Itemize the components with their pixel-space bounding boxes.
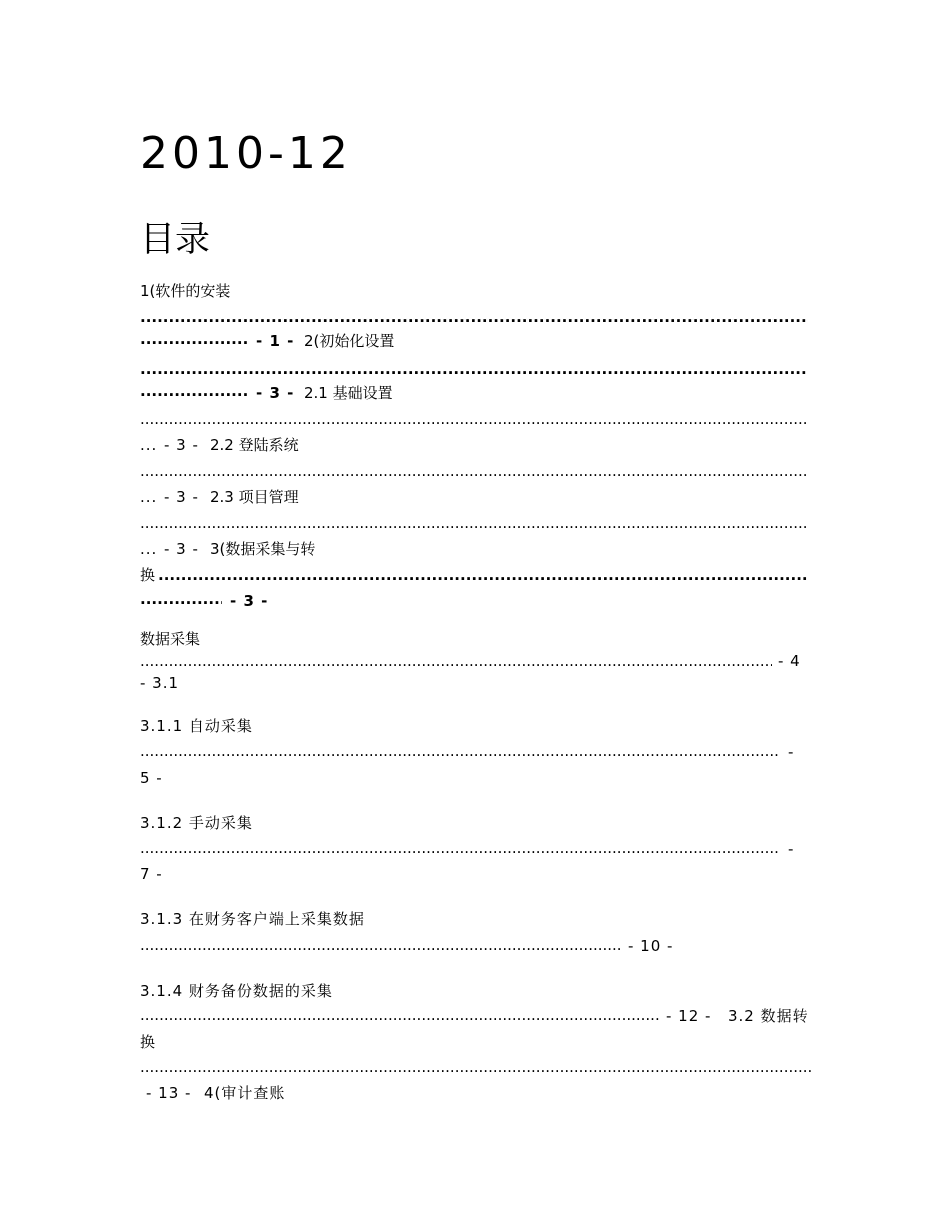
toc-leader-dots: [140, 330, 248, 348]
toc-entry-2-label: 2(初始化设置: [304, 332, 395, 350]
toc-leader-dots: [140, 936, 622, 954]
toc-leader-dots: [140, 1058, 812, 1076]
toc-leader-dots: [140, 462, 808, 480]
toc-entry-3-2-label: 3.2 数据转: [728, 1007, 809, 1025]
toc-leader-dots: [140, 308, 808, 326]
toc-entry-3-1-2-label: 3.1.2 手动采集: [140, 814, 253, 832]
toc-leader-dots: [140, 652, 772, 670]
toc-entry-3-label-cont: 换: [140, 566, 156, 584]
toc-leader-dots: [140, 839, 780, 857]
toc-entry-3-1-3-label: 3.1.3 在财务客户端上采集数据: [140, 910, 365, 928]
toc-entry-2-1-label: 2.1 基础设置: [304, 384, 393, 402]
toc-entry-4-label: 4(审计查账: [204, 1084, 286, 1102]
toc-entry-2-2-page: - 3 -: [164, 488, 199, 506]
toc-entry-1-label: 1(软件的安装: [140, 282, 231, 300]
toc-entry-3-label: 3(数据采集与转: [210, 540, 316, 558]
toc-leader-dots-short: ...: [140, 436, 158, 454]
toc-leader-dots: [140, 382, 248, 400]
toc-entry-3-1-1-page-cont: 5 -: [140, 769, 163, 787]
toc-entry-3-2-label-cont: 换: [140, 1033, 156, 1051]
toc-entry-2-page: - 3 -: [256, 384, 295, 402]
toc-title: 目录: [140, 220, 211, 260]
toc-entry-3-1-2-page: -: [788, 840, 794, 858]
toc-entry-3-1-2-page-cont: 7 -: [140, 865, 163, 883]
toc-leader-dots: [140, 410, 808, 428]
toc-leader-dots: [140, 514, 808, 532]
toc-leader-dots: [140, 742, 780, 760]
toc-entry-3-1-4-page: - 12 -: [666, 1007, 712, 1025]
toc-entry-2-1-page: - 3 -: [164, 436, 199, 454]
toc-entry-3-1-3-page: - 10 -: [628, 937, 674, 955]
toc-leader-dots: [140, 590, 222, 608]
toc-entry-1-page: - 1 -: [256, 332, 295, 350]
toc-entry-3-2-page: - 13 -: [146, 1084, 192, 1102]
toc-leader-dots: [158, 566, 808, 584]
toc-leader-dots-short: ...: [140, 488, 158, 506]
toc-entry-3-1-4-label: 3.1.4 财务备份数据的采集: [140, 982, 333, 1000]
toc-leader-dots-short: ...: [140, 540, 158, 558]
toc-entry-3-1-label: 数据采集: [140, 630, 201, 648]
toc-leader-dots: [140, 1006, 660, 1024]
toc-entry-2-3-label: 2.3 项目管理: [210, 488, 299, 506]
toc-entry-3-1-number: - 3.1: [140, 674, 180, 692]
toc-entry-2-3-page: - 3 -: [164, 540, 199, 558]
toc-entry-3-1-1-page: -: [788, 743, 794, 761]
document-date: 2010-12: [140, 128, 352, 179]
toc-entry-3-page: - 3 -: [230, 592, 269, 610]
toc-entry-3-1-1-label: 3.1.1 自动采集: [140, 717, 253, 735]
toc-entry-3-1-page: - 4: [778, 652, 801, 670]
toc-leader-dots: [140, 360, 808, 378]
toc-entry-2-2-label: 2.2 登陆系统: [210, 436, 299, 454]
